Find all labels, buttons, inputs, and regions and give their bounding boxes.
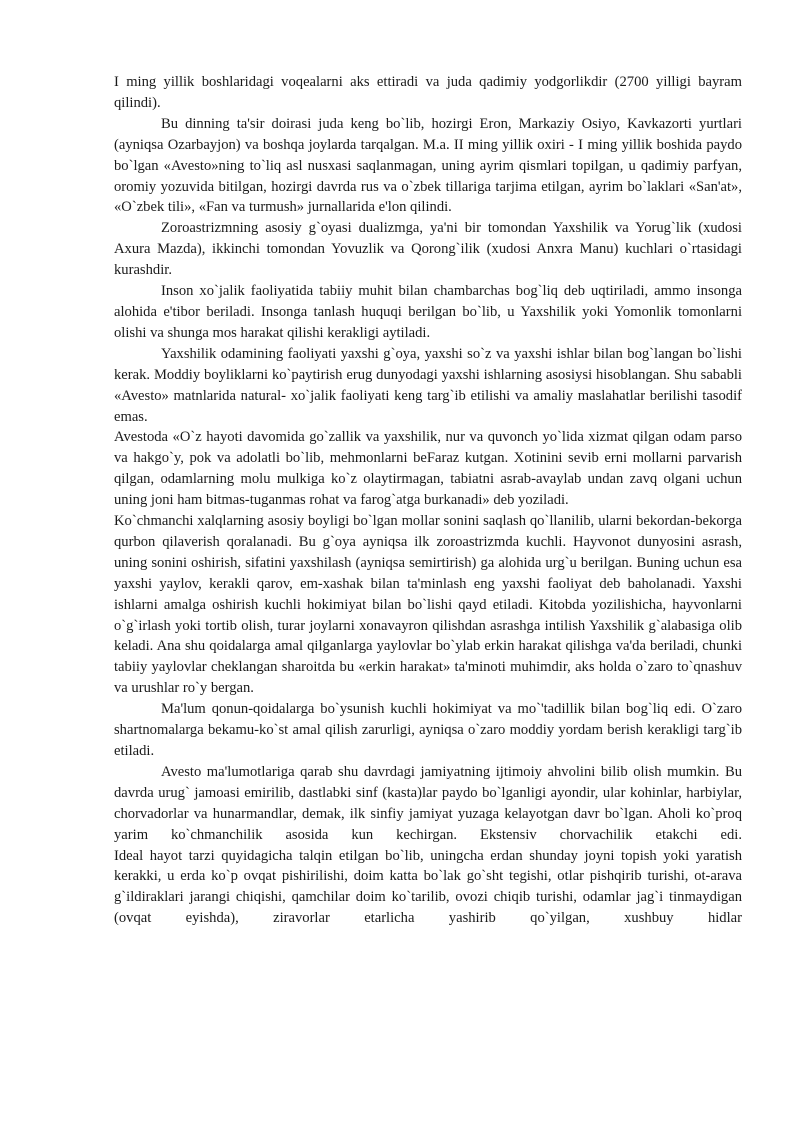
paragraph-1: I ming yillik boshlaridagi voqealarni aks ettiradi va juda qadimiy yodgorlikdir (2700 yilligi bayram qilindi). bbox=[114, 74, 742, 111]
paragraph-5: Yaxshilik odamining faoliyati yaxshi g`oya, yaxshi so`z va yaxshi ishlar bilan bog`langan bo`lishi kerak. Moddiy boyliklarni ko`paytirish erug dunyodagi yaxshi ishlarning asosiysi hisoblangan. Shu sababli «Avesto» matnlarida natural- xo`jalik faoliyati keng targ`ib etilishi va amaliy maslahatlar berilishi tasodif emas. bbox=[114, 345, 742, 425]
paragraph-3: Zoroastrizmning asosiy g`oyasi dualizmga, ya'ni bir tomondan Yaxshilik va Yorug`lik (xudosi Axura Mazda), ikkinchi tomondan Yovuzlik va Qorong`ilik (xudosi Anxra Manu) kuchlari o`rtasidagi kurashdir. bbox=[114, 220, 742, 279]
paragraph-6: Avestoda «O`z hayoti davomida go`zallik va yaxshilik, nur va quvonch yo`lida xizmat qilgan odam parso va hakgo`y, pok va adolatli bo`lib, mehmonlarni beFaraz kutgan. Xotinini sevib erni mollarni parvarish qilgan, odamlarning molu mulkiga ko`z olaytirmagan, tabiatni asrab-avaylab undan zavq olgani uchun uning joni ham bitmas-tuganmas rohat va farog`atga burkanadi» deb yoziladi. bbox=[114, 429, 742, 509]
document-page bbox=[114, 72, 742, 929]
paragraph-9: Avesto ma'lumotlariga qarab shu davrdagi jamiyatning ijtimoiy ahvolini bilib olish mumkin. Bu davrda urug` jamoasi emirilib, dastlabki sinf (kasta)lar paydo bo`lganligi ayondir, ular kohinlar, harbiylar, chorvadorlar va hunarmandlar, demak, ilk sinfiy jamiyat yuzaga kelayotgan davr bo`lgan. Aholi ko`proq yarim ko`chmanchilik asosida kun kechirgan. Ekstensiv chorvachilik etakchi edi. bbox=[114, 763, 742, 843]
paragraph-2: Bu dinning ta'sir doirasi juda keng bo`lib, hozirgi Eron, Markaziy Osiyo, Kavkazorti yurtlari (ayniqsa Ozarbayjon) va boshqa joylarda tarqalgan. M.a. II ming yillik oxiri - I ming yillik boshida paydo bo`lgan «Avesto»ning to`liq asl nusxasi saqlanmagan, uning ayrim qismlari topilgan, u qadimiy parfyan, oromiy yozuvida bitilgan, hozirgi davrda rus va o`zbek tillariga tarjima etilgan, ayrim bo`laklari «San'at», «O`zbek tili», «Fan va turmush» jurnallarida e'lon qilindi. bbox=[114, 115, 742, 216]
paragraph-10: Ideal hayot tarzi quyidagicha talqin etilgan bo`lib, uningcha erdan shunday joyni topish yoki yaratish kerakki, u erda ko`p ovqat pishirilishi, doim katta bo`lak go`sht tegishi, otlar pishqirib turishi, ot-arava g`ildiraklari jarangi chiqishi, qamchilar doim ko`tarilib, ovozi chiqib turishi, odamlar jag`i tinmaydigan (ovqat eyishda), ziravorlar etarlicha yashirib qo`yilgan, xushbuy hidlar bbox=[114, 847, 742, 927]
paragraph-7: Ko`chmanchi xalqlarning asosiy boyligi bo`lgan mollar sonini saqlash qo`llanilib, ularni bekordan-bekorga qurbon qilaverish qoralanadi. Bu g`oya ayniqsa ilk zoroastrizmda kuchli. Hayvonot dunyosini asrash, uning sonini oshirish, sifatini yaxshilash (ayniqsa semirtirish) ga alohida urg`u berilgan. Buning uchun esa yaxshi yaylov, kerakli qarov, em-xashak bilan ta'minlash eng yaxshi faoliyat deb baholanadi. Yaxshi ishlarni amalga oshirish kuchli hokimiyat bilan bo`lishi qayd etiladi. Kitobda yozilishicha, hayvonlarni o`g`irlash yoki tortib olish, turar joylarni xonavayron qilishdan asrashga intilish Yaxshilik g`alabasiga olib keladi. Ana shu qoidalarga amal qilganlarga yaylovlar bo`ylab erkin harakat qilishga va'da beriladi, chunki tabiiy yaylovlar cheklangan sharoitda bu «erkin harakat» ta'minoti muhimdir, aks holda o`zaro to`qnashuv va urushlar ro`y bergan. bbox=[114, 513, 742, 697]
paragraph-4: Inson xo`jalik faoliyatida tabiiy muhit bilan chambarchas bog`liq deb uqtiriladi, ammo insonga alohida e'tibor beriladi. Insonga tanlash huquqi berilgan bo`lib, u Yaxshilik yoki Yomonlik tomonlarni olishi va shunga mos harakat qilishi kerakligi aytiladi. bbox=[114, 283, 742, 341]
paragraph-8: Ma'lum qonun-qoidalarga bo`ysunish kuchli hokimiyat va mo`'tadillik bilan bog`liq edi. O`zaro shartnomalarga bekamu-ko`st amal qilish zarurligi, ayniqsa o`zaro moddiy yordam berish kerakligi targ`ib etiladi. bbox=[114, 701, 742, 759]
